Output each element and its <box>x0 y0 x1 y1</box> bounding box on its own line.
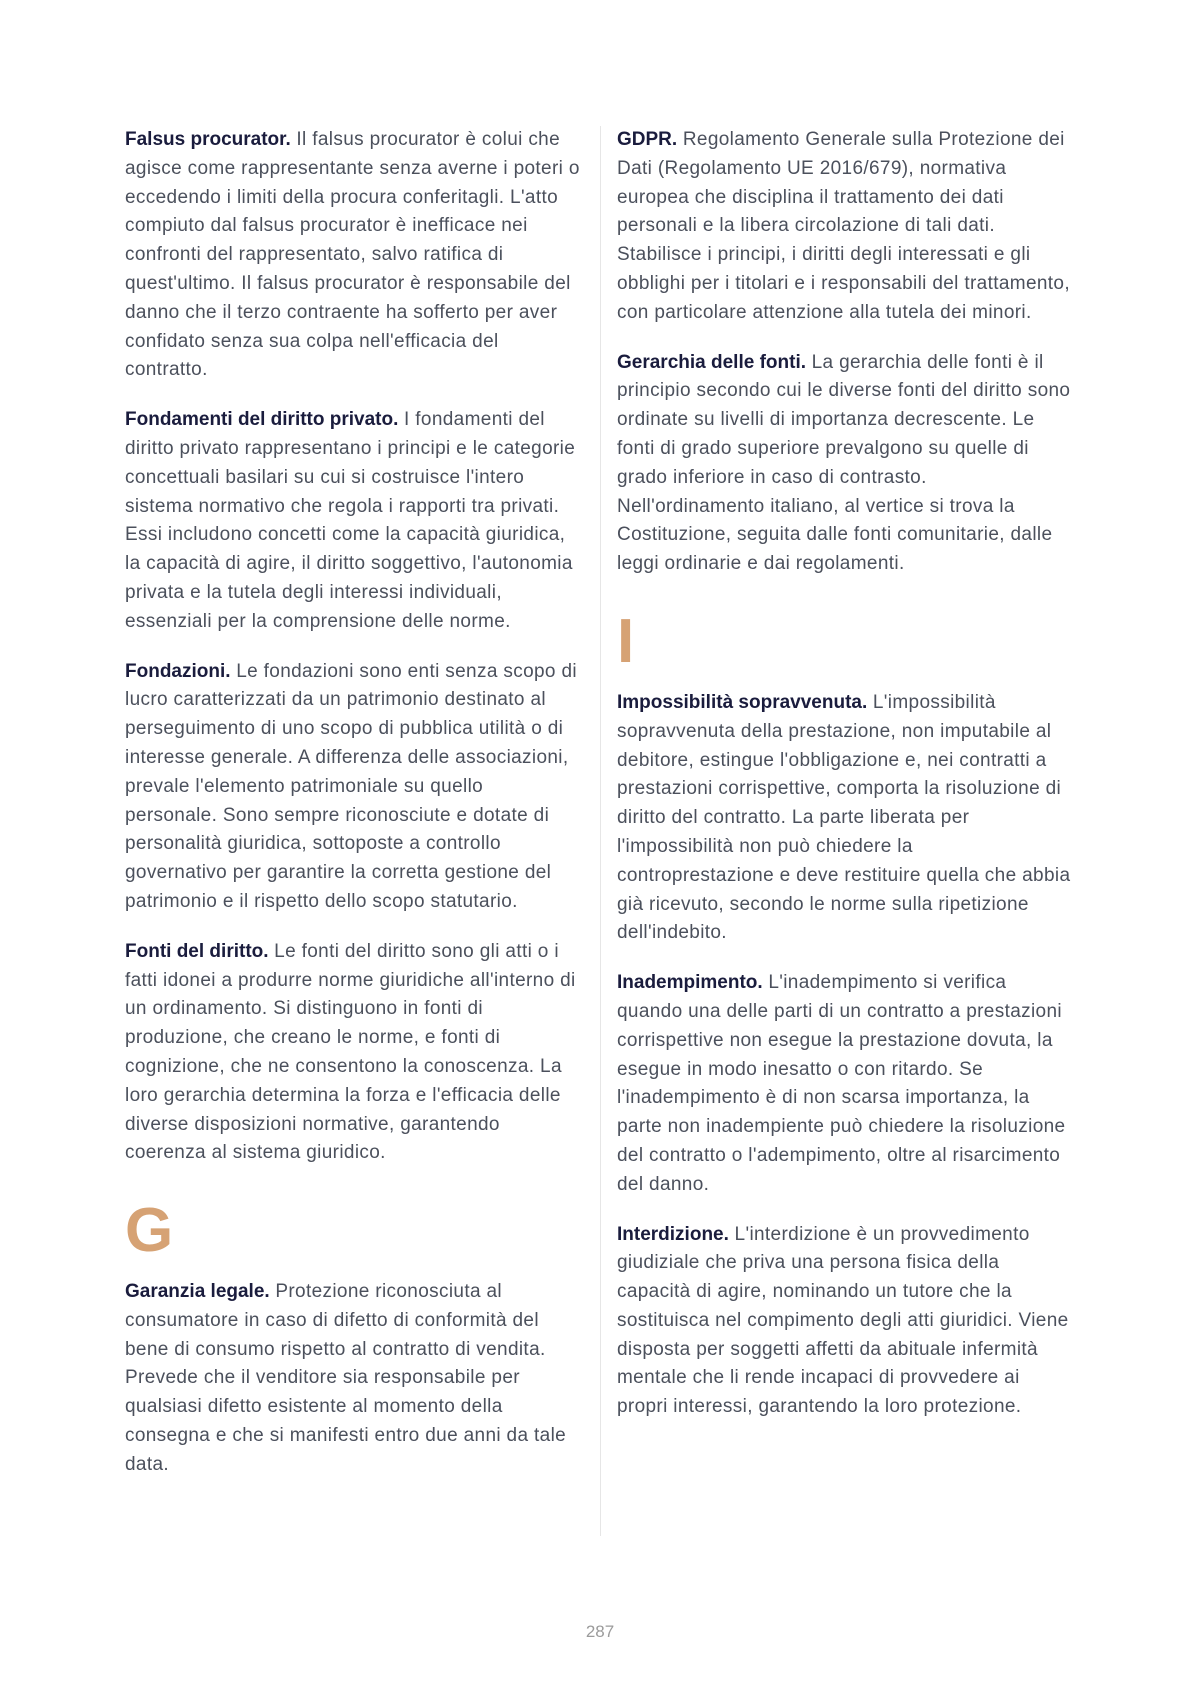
page-number: 287 <box>585 1622 615 1641</box>
glossary-entry-interdizione <box>617 1221 1075 1423</box>
entry-term: GDPR. <box>617 129 678 150</box>
left-column <box>125 126 580 1501</box>
entry-term: Inadempimento. <box>617 972 763 994</box>
entry-definition: Le fonti del diritto sono gli atti o i fatti idonei a produrre norme giuridiche all'interno di un ordinamento. Si distinguono in fonti di produzione, che creano le norme, e fonti di cognizione, che ne consentono la conoscenza. La loro gerarchia determina la forza e l'efficacia delle diverse disposizioni normative, garantendo coerenza al sistema giuridico. <box>125 940 576 1164</box>
glossary-entry-impossibilita-sopravvenuta <box>617 689 1075 948</box>
entry-term: Interdizione. <box>617 1223 729 1245</box>
entry-definition: Regolamento Generale sulla Protezione dei Dati (Regolamento UE 2016/679), normativa europea che disciplina il trattamento dei dati personali e la libera circolazione di tali dati. Stabilisce i principi, i diritti degli interessati e gli obblighi per i titolari e i responsabili del trattamento, con particolare attenzione alla tutela dei minori. <box>617 129 1070 323</box>
glossary-entry-fonti-diritto <box>125 938 580 1168</box>
entry-term: Gerarchia delle fonti. <box>617 351 806 373</box>
glossary-entry-fondazioni <box>125 658 580 917</box>
entry-term: Fondazioni. <box>125 660 231 682</box>
glossary-entry-inadempimento <box>617 969 1075 1199</box>
column-divider <box>600 126 601 1536</box>
entry-term: Falsus procurator. <box>125 129 291 150</box>
entry-definition: Le fondazioni sono enti senza scopo di lucro caratterizzati da un patrimonio destinato al perseguimento di uno scopo di pubblica utilità o di interesse generale. A differenza delle associazioni, prevale l'elemento patrimoniale su quello personale. Sono sempre riconosciute e dotate di personalità giuridica, sottoposte a controllo governativo per garantire la corretta gestione del patrimonio e il rispetto dello scopo statutario. <box>125 660 577 912</box>
entry-definition: I fondamenti del diritto privato rappresentano i principi e le categorie concettuali basilari su cui si costruisce l'intero sistema normativo che regola i rapporti tra privati. Essi includono concetti come la capacità giuridica, la capacità di agire, il diritto soggettivo, l'autonomia privata e la tutela degli interessi individuali, essenziali per la comprensione delle norme. <box>125 409 576 632</box>
glossary-entry-falsus-procurator <box>125 126 580 385</box>
glossary-entry-gdpr <box>617 126 1075 328</box>
section-letter-g: G <box>125 1196 174 1266</box>
entry-definition: Protezione riconosciuta al consumatore in caso di difetto di conformità del bene di consumo rispetto al contratto di vendita. Prevede che il venditore sia responsabile per qualsiasi difetto esistente al momento della consegna e che si manifesti entro due anni da tale data. <box>125 1281 567 1475</box>
section-letter-i: I <box>617 606 635 676</box>
entry-definition: La gerarchia delle fonti è il principio secondo cui le diverse fonti del diritto sono ordinate su livelli di importanza decrescente. Le fonti di grado superiore prevalgono su quelle di grado inferiore in caso di contrasto. Nell'ordinamento italiano, al vertice si trova la Costituzione, seguita dalle fonti comunitarie, dalle leggi ordinarie e dai regolamenti. <box>617 351 1071 575</box>
entry-term: Impossibilità sopravvenuta. <box>617 691 868 713</box>
entry-term: Fondamenti del diritto privato. <box>125 409 399 431</box>
entry-term: Fonti del diritto. <box>125 940 269 962</box>
glossary-entry-garanzia-legale <box>125 1278 580 1480</box>
entry-term: Garanzia legale. <box>125 1281 270 1303</box>
right-column <box>617 126 1075 1443</box>
entry-definition: Il falsus procurator è colui che agisce come rappresentante senza averne i poteri o eccedendo i limiti della procura conferitagli. L'atto compiuto dal falsus procurator è inefficace nei confronti del rappresentato, salvo ratifica di quest'ultimo. Il falsus procurator è responsabile del danno che il terzo contraente ha sofferto per aver confidato senza sua colpa nell'efficacia del contratto. <box>125 129 580 381</box>
entry-definition: L'impossibilità sopravvenuta della prestazione, non imputabile al debitore, estingue l'obbligazione e, nei contratti a prestazioni corrispettive, comporta la risoluzione di diritto del contratto. La parte liberata per l'impossibilità non può chiedere la controprestazione e deve restituire quella che abbia già ricevuto, secondo le norme sulla ripetizione dell'indebito. <box>617 691 1071 944</box>
entry-definition: L'inadempimento si verifica quando una delle parti di un contratto a prestazioni corrispettive non esegue la prestazione dovuta, la esegue in modo inesatto o con ritardo. Se l'inadempimento è di non scarsa importanza, la parte non inadempiente può chiedere la risoluzione del contratto o l'adempimento, oltre al risarcimento del danno. <box>617 972 1066 1195</box>
glossary-entry-fondamenti-diritto-privato <box>125 406 580 636</box>
entry-definition: L'interdizione è un provvedimento giudiziale che priva una persona fisica della capacità di agire, nominando un tutore che la sostituisca nel compimento degli atti giuridici. Viene disposta per soggetti affetti da abituale infermità mentale che li rende incapaci di provvedere ai propri interessi, garantendo la loro protezione. <box>617 1223 1069 1418</box>
glossary-entry-gerarchia-fonti <box>617 349 1075 579</box>
